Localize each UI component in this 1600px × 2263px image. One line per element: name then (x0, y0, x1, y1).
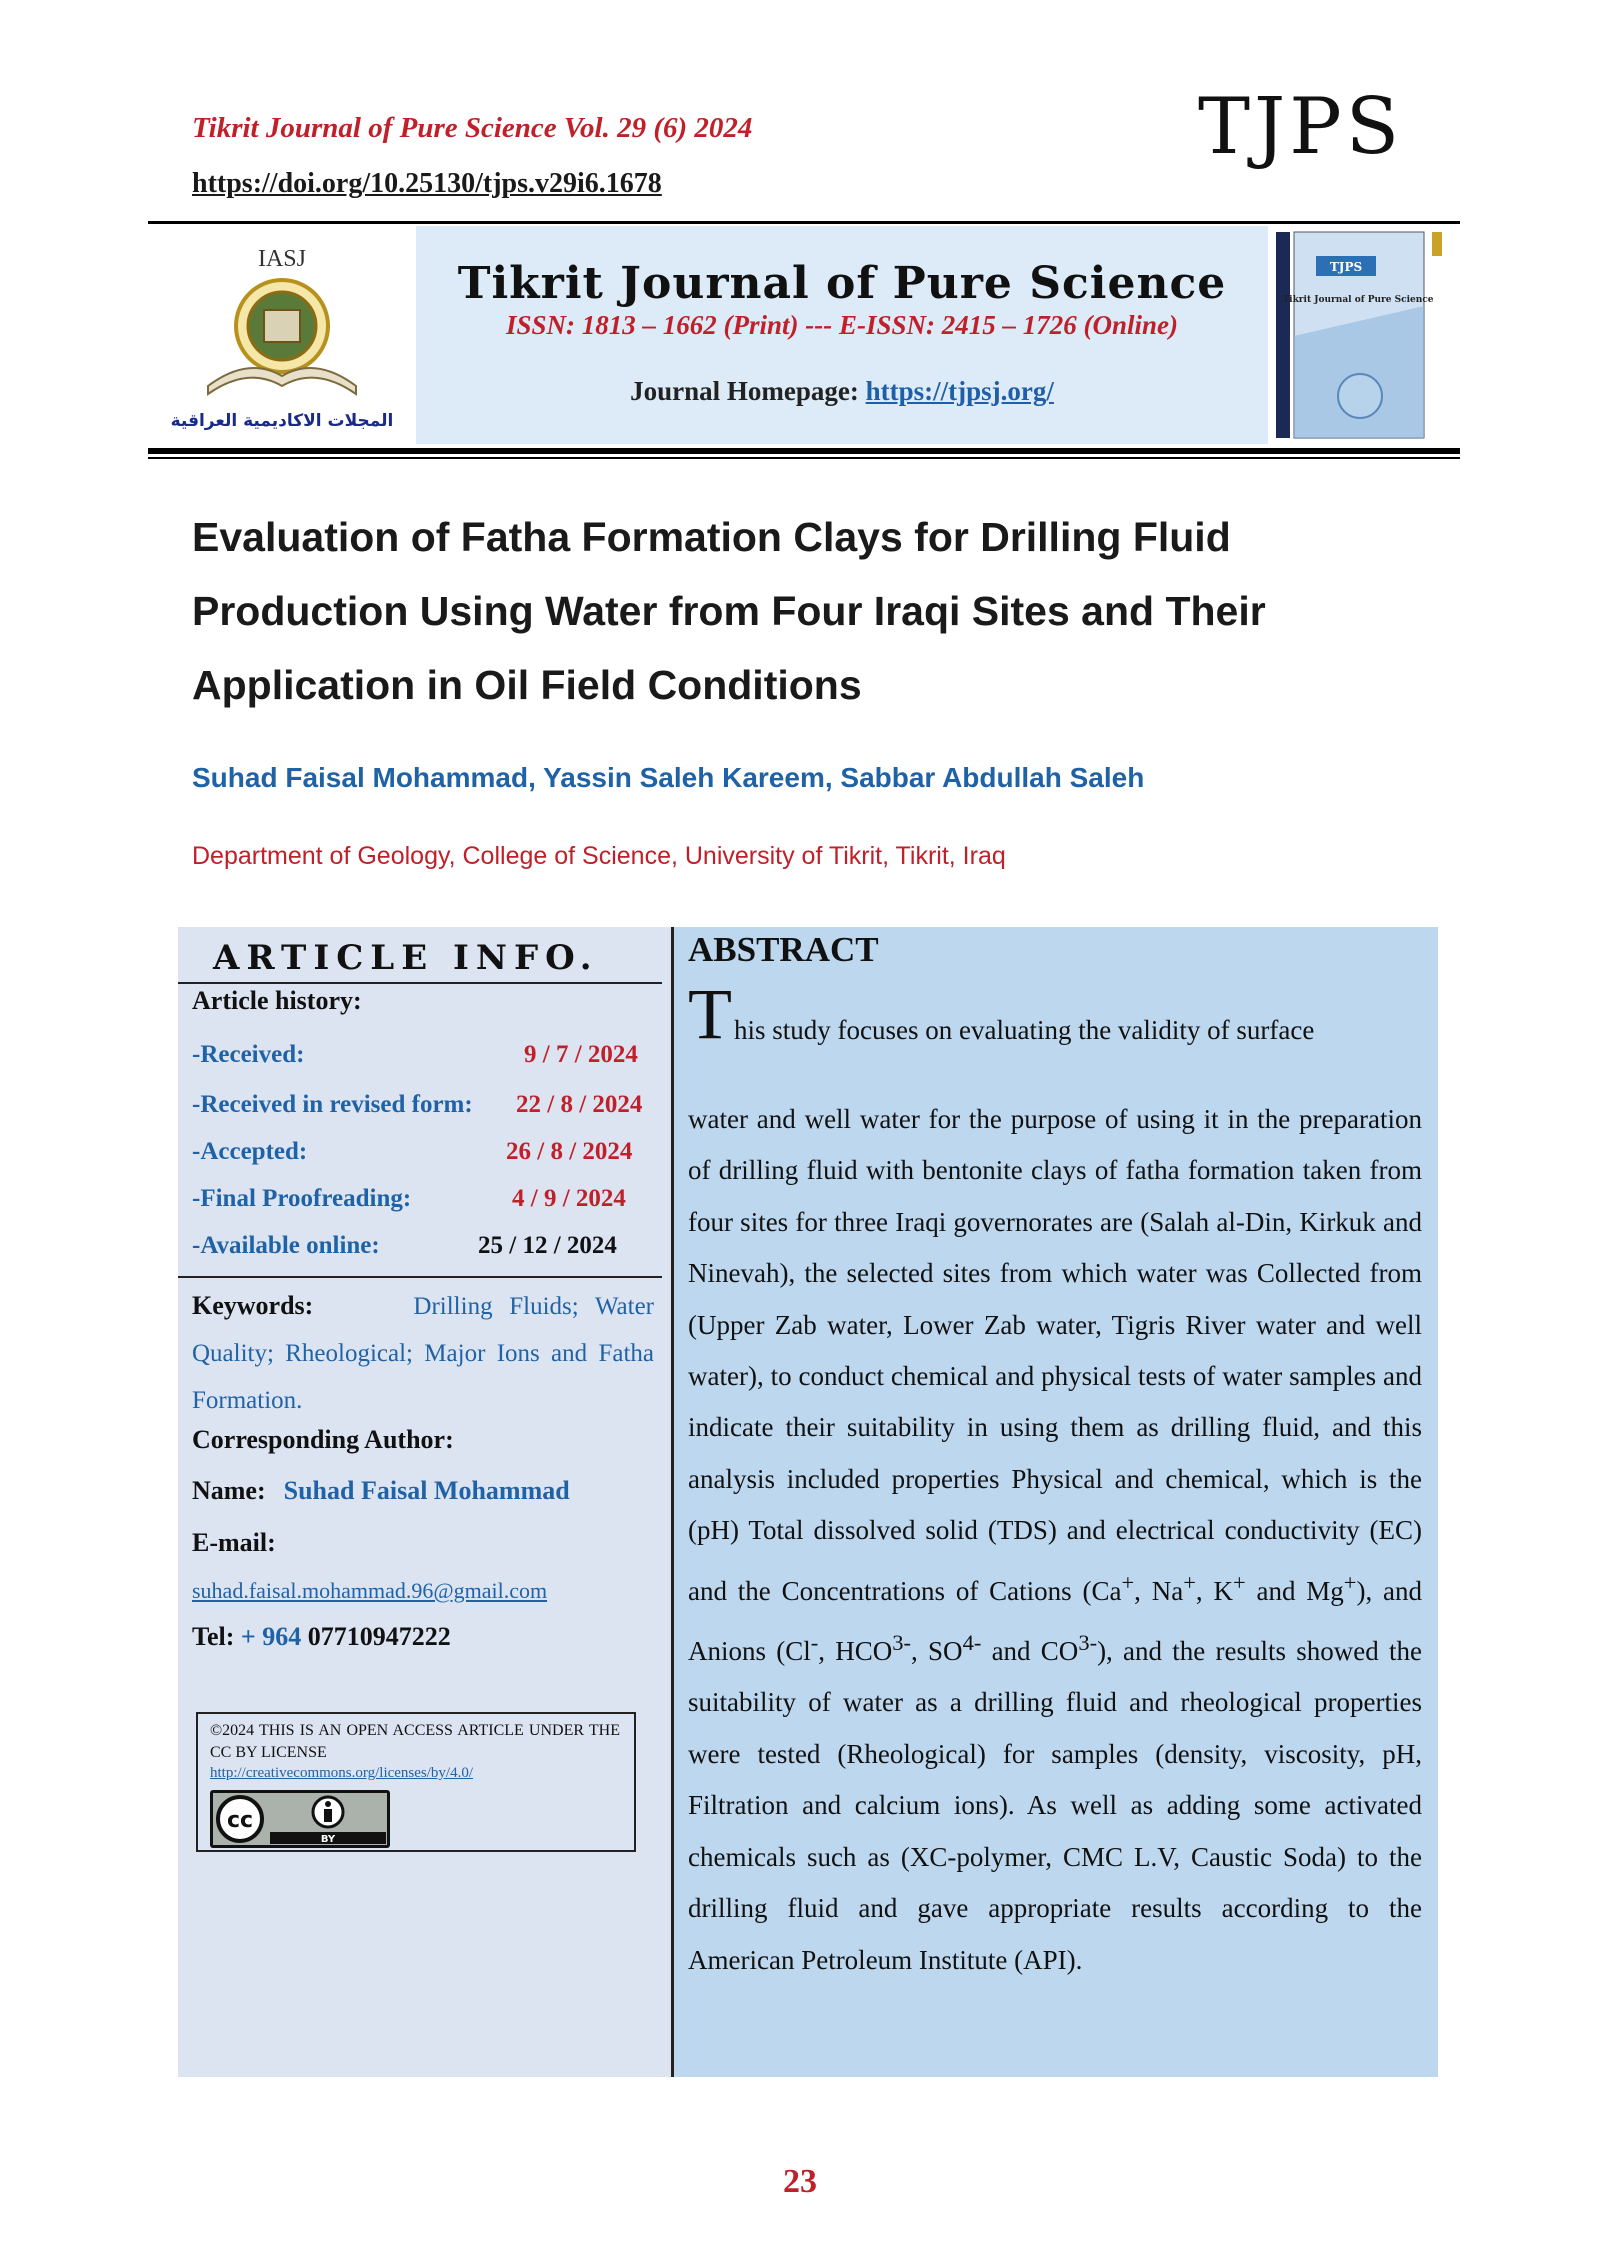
iasj-logo (148, 226, 416, 444)
email-label: E-mail: (192, 1528, 276, 1557)
header-rule (148, 221, 1460, 224)
cation-sup: + (1232, 1569, 1246, 1595)
license-text: ©2024 THIS IS AN OPEN ACCESS ARTICLE UNDER THE CC BY LICENSE (210, 1722, 620, 1761)
anion-sup: - (810, 1630, 819, 1656)
homepage-link[interactable]: https://tjpsj.org/ (865, 376, 1054, 406)
article-info-rule (178, 982, 662, 984)
history-value: 26 / 8 / 2024 (506, 1138, 633, 1165)
history-rule (178, 1276, 662, 1278)
cation-sup: + (1121, 1569, 1135, 1595)
affiliation: Department of Geology, College of Science, University of Tikrit, Tikrit, Iraq (192, 842, 1006, 870)
keywords-label: Keywords: (192, 1291, 314, 1320)
cation-sup: + (1183, 1569, 1196, 1595)
history-label: -Available online: (192, 1232, 380, 1259)
cover-label: TJPS (1329, 260, 1363, 274)
abstract-heading: ABSTRACT (688, 930, 879, 969)
cover-title: Tikrit Journal of Pure Science (1282, 295, 1434, 305)
corresponding-author-label: Corresponding Author: (192, 1425, 454, 1454)
history-proofreading (192, 1185, 654, 1213)
homepage-label: Journal Homepage: (630, 376, 859, 406)
history-label: -Accepted: (192, 1138, 308, 1165)
history-value: 4 / 9 / 2024 (512, 1185, 626, 1212)
history-label: -Received: (192, 1041, 305, 1068)
abstract-body (688, 1094, 1422, 1986)
abstract-text-fragment: and CO (981, 1636, 1079, 1667)
journal-cover-thumbnail (1268, 226, 1460, 444)
page-number: 23 (783, 2163, 817, 2200)
article-info-heading: ARTICLE INFO. (213, 938, 599, 978)
doi-link[interactable]: https://doi.org/10.25130/tjps.v29i6.1678 (192, 168, 662, 199)
paper-title (192, 500, 1392, 722)
abstract-first-line: his study focuses on evaluating the validity of surface (734, 1015, 1315, 1045)
cation-sup: + (1343, 1569, 1357, 1595)
title-line-1: Evaluation of Fatha Formation Clays for Drilling Fluid (192, 514, 1231, 560)
journal-homepage (416, 376, 1268, 407)
author-list: Suhad Faisal Mohammad, Yassin Saleh Kareem, Sabbar Abdullah Saleh (192, 762, 1145, 793)
abstract-text-fragment: , HCO (818, 1636, 893, 1667)
license-link[interactable]: http://creativecommons.org/licenses/by/4.0/ (210, 1765, 474, 1781)
title-line-3: Application in Oil Field Conditions (192, 662, 862, 708)
tel-label: Tel: (192, 1622, 235, 1651)
keywords (192, 1282, 654, 1424)
tel-number: 07710947222 (307, 1622, 451, 1651)
history-revised (192, 1091, 654, 1119)
by-label: BY (320, 1834, 336, 1845)
name-label: Name: (192, 1476, 266, 1505)
banner-rule-thin (148, 457, 1460, 459)
journal-title: Tikrit Journal of Pure Science (457, 258, 1227, 309)
person-icon (325, 1801, 331, 1807)
abstract-text-part1: water and well water for the purpose of using it in the preparation of drilling fluid with bentonite clays of fatha formation taken from four sites for three Iraqi governorates are (Salah al-Din, Kirkuk and Ninevah), the selected sites from which water was Collected from (Upper Zab water, Lower Zab water, Tigris River water and well water), to conduct chemical and physical tests of water samples and indicate their suitability in using them as drilling fluid, and this analysis included properties Physical and chemical, which is the (pH) Total dissolved solid (TDS) and electrical conductivity (EC) and the Concentrations of Cations (Ca (688, 1104, 1422, 1606)
banner-rule-thick (148, 448, 1460, 454)
abstract-text-fragment: Na (1151, 1575, 1184, 1606)
abstract-text-fragment: and Mg (1245, 1575, 1344, 1606)
tel-country-code: + 964 (240, 1622, 302, 1651)
history-value: 9 / 7 / 2024 (524, 1041, 638, 1068)
anion-sup: 3- (1078, 1630, 1098, 1656)
journal-issn: ISSN: 1813 – 1662 (Print) --- E-ISSN: 2415 – 1726 (Online) (505, 310, 1179, 340)
email-link[interactable]: suhad.faisal.mohammad.96@gmail.com (192, 1578, 548, 1603)
history-value: 22 / 8 / 2024 (516, 1091, 643, 1118)
abstract-text-fragment: , SO (911, 1636, 963, 1667)
iasj-arabic-text: المجلات الاكاديمية العراقية (170, 411, 394, 431)
keywords-value: Drilling Fluids; Water Quality; Rheological; Major Ions and Fatha Formation. (192, 1293, 655, 1414)
column-divider (671, 927, 674, 2077)
abstract-text-fragment: , K (1195, 1575, 1233, 1606)
history-value: 25 / 12 / 2024 (478, 1232, 617, 1259)
cc-by-badge[interactable] (210, 1790, 390, 1848)
abstract-text-part2: ), and the results showed the suitability of water as a drilling fluid and rheological properties were tested (Rheological) for samples (density, viscosity, pH, Filtration and calcium ions). As well as adding some activated chemicals such as (XC-polymer, CMC L.V, Caustic Soda) to the drilling fluid and gave appropriate results according to the American Petroleum Institute (API). (688, 1636, 1422, 1975)
anion-sup: 3- (892, 1630, 912, 1656)
tjps-logo: TJPS (1198, 82, 1404, 172)
iasj-label: IASJ (257, 246, 307, 272)
name-value: Suhad Faisal Mohammad (283, 1476, 570, 1505)
cc-icon: cc (226, 1808, 254, 1833)
abstract-text-fragment: , (1134, 1575, 1141, 1606)
history-online (192, 1232, 654, 1260)
author-name-line (192, 1476, 570, 1506)
history-received (192, 1041, 654, 1069)
history-label: -Received in revised form: (192, 1091, 473, 1118)
abstract-text-fragment: ), and Anions (Cl (688, 1575, 1422, 1667)
abstract-drop-cap: T (688, 974, 732, 1054)
article-history-label: Article history: (192, 986, 362, 1015)
history-accepted (192, 1138, 654, 1166)
history-label: -Final Proofreading: (192, 1185, 412, 1212)
anion-sup: 4- (962, 1630, 982, 1656)
title-line-2: Production Using Water from Four Iraqi Sites and Their (192, 588, 1266, 634)
journal-citation: Tikrit Journal of Pure Science Vol. 29 (6) 2024 (192, 112, 753, 144)
telephone (192, 1622, 451, 1652)
